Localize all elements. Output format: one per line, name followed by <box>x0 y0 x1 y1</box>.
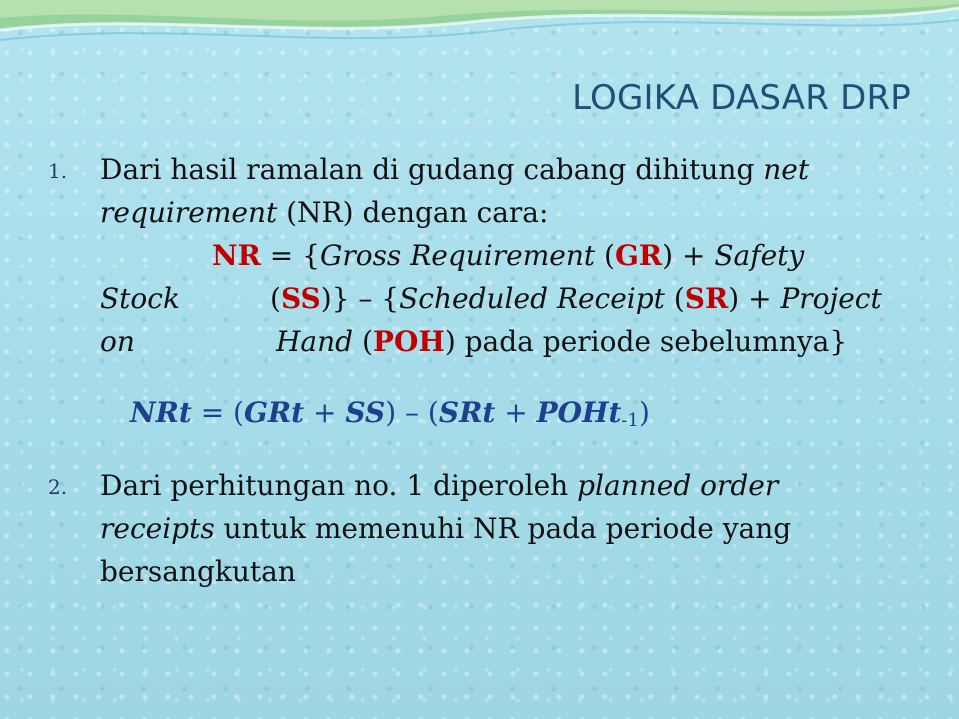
item2-line3: bersangkutan <box>100 555 296 588</box>
formula-nr-line2: Stock (SS)} – {Scheduled Receipt (SR) + Project <box>100 282 882 315</box>
formula-nr-line1: NR = {Gross Requirement (GR) + Safety <box>212 239 805 272</box>
item1-line2: requirement (NR) dengan cara: <box>100 196 549 229</box>
item2-line2: receipts untuk memenuhi NR pada periode yang <box>100 512 792 545</box>
slide-title: LOGIKA DASAR DRP <box>572 78 911 118</box>
item1-line1: Dari hasil ramalan di gudang cabang dihitung net <box>100 153 810 186</box>
list-number-2: 2. <box>48 475 68 499</box>
list-item-2-text <box>100 464 928 593</box>
list-item-2 <box>48 464 928 593</box>
formula-nr-line3: on Hand (POH) pada periode sebelumnya} <box>100 325 848 358</box>
decorative-wave-header <box>0 0 959 80</box>
list-item-1 <box>48 148 928 363</box>
list-number-1: 1. <box>48 159 68 183</box>
list-item-1-text <box>100 148 928 363</box>
slide-body <box>48 148 928 593</box>
item2-line1: Dari perhitungan no. 1 diperoleh planned order <box>100 469 779 502</box>
formula-nrt: NRt = (GRt + SS) – (SRt + POHt-1) <box>130 396 650 431</box>
